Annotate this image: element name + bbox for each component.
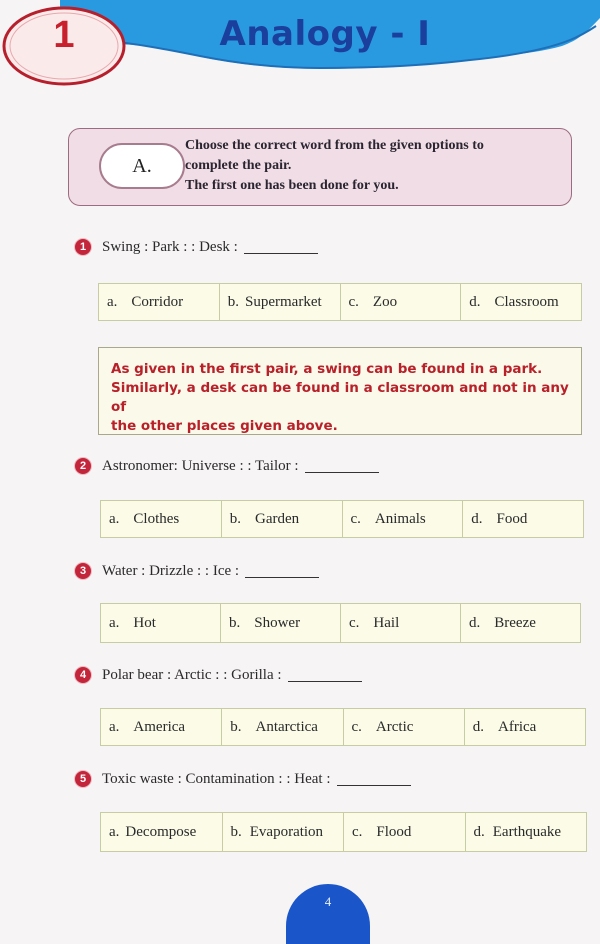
options-row-2 — [100, 500, 584, 538]
question-text: Astronomer: Universe : : Tailor : — [102, 457, 299, 474]
option-text: Antarctica — [255, 718, 318, 735]
instruction-line: The first one has been done for you. — [185, 178, 399, 193]
option-text: America — [133, 718, 186, 735]
option-b[interactable] — [220, 284, 341, 320]
option-text: Food — [496, 510, 528, 527]
option-a[interactable] — [101, 709, 222, 745]
question-1 — [74, 238, 318, 256]
option-letter: a. — [109, 510, 120, 527]
option-c[interactable] — [344, 813, 466, 851]
question-text: Swing : Park : : Desk : — [102, 238, 238, 255]
option-a[interactable] — [101, 501, 222, 537]
option-letter: c. — [348, 293, 359, 310]
option-letter: c. — [349, 614, 360, 631]
option-letter: b. — [229, 510, 241, 527]
explanation-box — [98, 347, 582, 435]
question-text: Toxic waste : Contamination : : Heat : — [102, 770, 331, 787]
option-letter: d. — [471, 510, 483, 527]
explanation-line: As given in the first pair, a swing can be found in a park. — [111, 361, 543, 377]
chapter-number: 1 — [53, 14, 75, 56]
option-b[interactable] — [222, 709, 343, 745]
options-row-3 — [100, 603, 581, 643]
answer-blank[interactable] — [244, 241, 318, 254]
section-badge: A. — [99, 143, 185, 189]
question-number-badge: 3 — [74, 562, 92, 580]
option-text: Evaporation — [249, 823, 324, 840]
question-number-badge: 4 — [74, 666, 92, 684]
option-text: Hail — [373, 614, 400, 631]
option-text: Animals — [374, 510, 426, 527]
option-d[interactable] — [461, 604, 580, 642]
explanation-line: Similarly, a desk can be found in a classroom and not in any of — [111, 380, 569, 415]
option-c[interactable] — [344, 709, 465, 745]
answer-blank[interactable] — [245, 565, 319, 578]
option-c[interactable] — [341, 604, 461, 642]
instruction-line: Choose the correct word from the given options to — [185, 138, 484, 153]
options-row-4 — [100, 708, 586, 746]
option-a[interactable] — [99, 284, 220, 320]
option-text: Garden — [255, 510, 300, 527]
instruction-box — [68, 128, 572, 206]
question-2 — [74, 457, 379, 475]
option-letter: d. — [469, 614, 481, 631]
option-b[interactable] — [221, 604, 341, 642]
answer-blank[interactable] — [305, 460, 379, 473]
option-text: Supermarket — [245, 293, 322, 310]
option-text: Zoo — [372, 293, 398, 310]
option-letter: b. — [230, 823, 242, 840]
option-letter: b. — [230, 718, 242, 735]
option-d[interactable] — [461, 284, 581, 320]
option-text: Breeze — [494, 614, 536, 631]
option-b[interactable] — [223, 813, 345, 851]
option-text: Clothes — [133, 510, 180, 527]
explanation-line: the other places given above. — [111, 418, 338, 434]
page-number-tab — [286, 884, 370, 944]
option-d[interactable] — [463, 501, 583, 537]
instruction-text — [185, 136, 555, 196]
option-letter: b. — [227, 293, 239, 310]
option-letter: d. — [469, 293, 481, 310]
page-number: 4 — [324, 894, 332, 909]
option-text: Africa — [498, 718, 537, 735]
page-title: Analogy - I — [219, 14, 431, 54]
option-letter: d. — [473, 823, 485, 840]
explanation-text — [111, 360, 571, 436]
question-4 — [74, 666, 362, 684]
option-a[interactable] — [101, 604, 221, 642]
option-text: Decompose — [125, 823, 197, 840]
question-5 — [74, 770, 411, 788]
question-3 — [74, 562, 319, 580]
option-text: Earthquake — [492, 823, 562, 840]
answer-blank[interactable] — [337, 773, 411, 786]
option-text: Shower — [254, 614, 301, 631]
option-letter: c. — [351, 718, 362, 735]
question-text: Water : Drizzle : : Ice : — [102, 562, 240, 579]
options-row-5 — [100, 812, 587, 852]
option-letter: b. — [229, 614, 241, 631]
option-text: Arctic — [375, 718, 414, 735]
question-number-badge: 5 — [74, 770, 92, 788]
option-d[interactable] — [465, 709, 585, 745]
option-c[interactable] — [343, 501, 464, 537]
question-number-badge: 1 — [74, 238, 92, 256]
option-c[interactable] — [341, 284, 462, 320]
option-text: Hot — [133, 614, 156, 631]
option-letter: c. — [352, 823, 363, 840]
option-letter: d. — [472, 718, 484, 735]
question-text: Polar bear : Arctic : : Gorilla : — [102, 666, 282, 683]
instruction-line: complete the pair. — [185, 158, 292, 173]
option-letter: a. — [107, 293, 118, 310]
option-b[interactable] — [222, 501, 343, 537]
answer-blank[interactable] — [288, 669, 362, 682]
option-letter: a. — [109, 718, 120, 735]
option-d[interactable] — [466, 813, 587, 851]
option-text: Corridor — [131, 293, 184, 310]
question-number-badge: 2 — [74, 457, 92, 475]
options-row-1 — [98, 283, 582, 321]
option-letter: a. — [109, 823, 120, 840]
option-text: Flood — [376, 823, 412, 840]
option-a[interactable] — [101, 813, 223, 851]
option-text: Classroom — [494, 293, 559, 310]
option-letter: a. — [109, 614, 120, 631]
option-letter: c. — [350, 510, 361, 527]
